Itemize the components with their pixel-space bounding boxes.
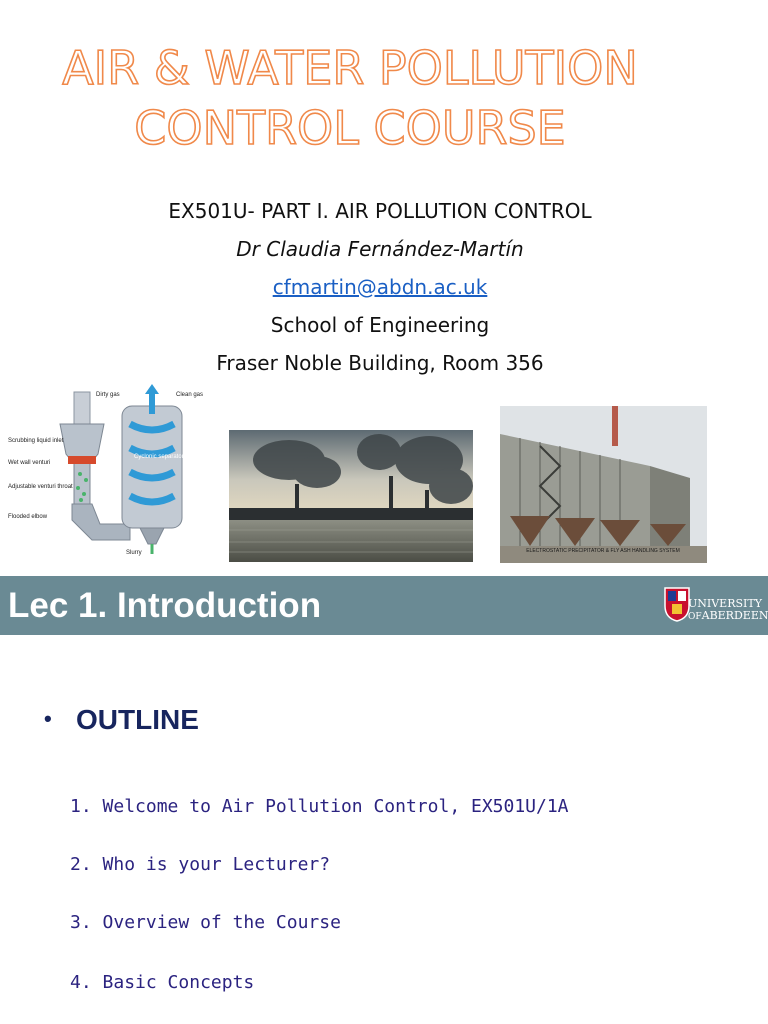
label-flooded-elbow: Flooded elbow	[8, 514, 48, 520]
school-name: School of Engineering	[270, 313, 490, 337]
room-location: Fraser Noble Building, Room 356	[216, 351, 544, 375]
lecturer-email-link[interactable]: cfmartin@abdn.ac.uk	[272, 275, 488, 299]
precipitator-caption: ELECTROSTATIC PRECIPITATOR & FLY ASH HANDLING SYSTEM	[526, 548, 680, 554]
university-logo	[660, 582, 768, 628]
course-title-line-1: AIR & WATER POLLUTION	[62, 41, 638, 95]
list-item: 4. Basic Concepts	[70, 972, 255, 993]
precipitator-photo	[500, 406, 707, 563]
list-item: 3. Overview of the Course	[70, 912, 341, 933]
banner-title: Lec 1. Introduction	[8, 586, 322, 625]
label-slurry: Slurry	[126, 550, 142, 556]
label-cyclonic: Cyclonic separator	[134, 454, 184, 460]
logo-line-2: ABERDEEN	[701, 609, 768, 622]
outline-heading	[44, 704, 199, 736]
outline-heading-text: OUTLINE	[76, 704, 199, 735]
crest-icon	[664, 586, 690, 622]
wet-scrubber-diagram	[0, 384, 210, 564]
list-item: 1. Welcome to Air Pollution Control, EX501U/1A	[70, 796, 569, 817]
course-info	[0, 194, 760, 384]
lecturer-name: Dr Claudia Fernández-Martín	[236, 237, 524, 261]
logo-of: OF	[688, 612, 702, 622]
label-clean-gas: Clean gas	[176, 392, 204, 398]
lecture-banner	[0, 576, 768, 635]
course-title-line-2: CONTROL COURSE	[134, 101, 566, 155]
label-scrubbing-inlet: Scrubbing liquid inlet	[8, 438, 64, 444]
list-item: 2. Who is your Lecturer?	[70, 854, 331, 875]
outline-bullet: •	[44, 706, 52, 731]
label-dirty-gas: Dirty gas	[96, 392, 120, 398]
course-title	[0, 38, 700, 158]
label-wet-wall: Wet wall venturi	[8, 460, 51, 466]
label-adjustable: Adjustable venturi throat	[8, 484, 73, 490]
smokestacks-photo	[229, 430, 473, 562]
course-code-line: EX501U- PART I. AIR POLLUTION CONTROL	[168, 199, 592, 223]
logo-line-1: UNIVERSITY	[688, 597, 762, 610]
